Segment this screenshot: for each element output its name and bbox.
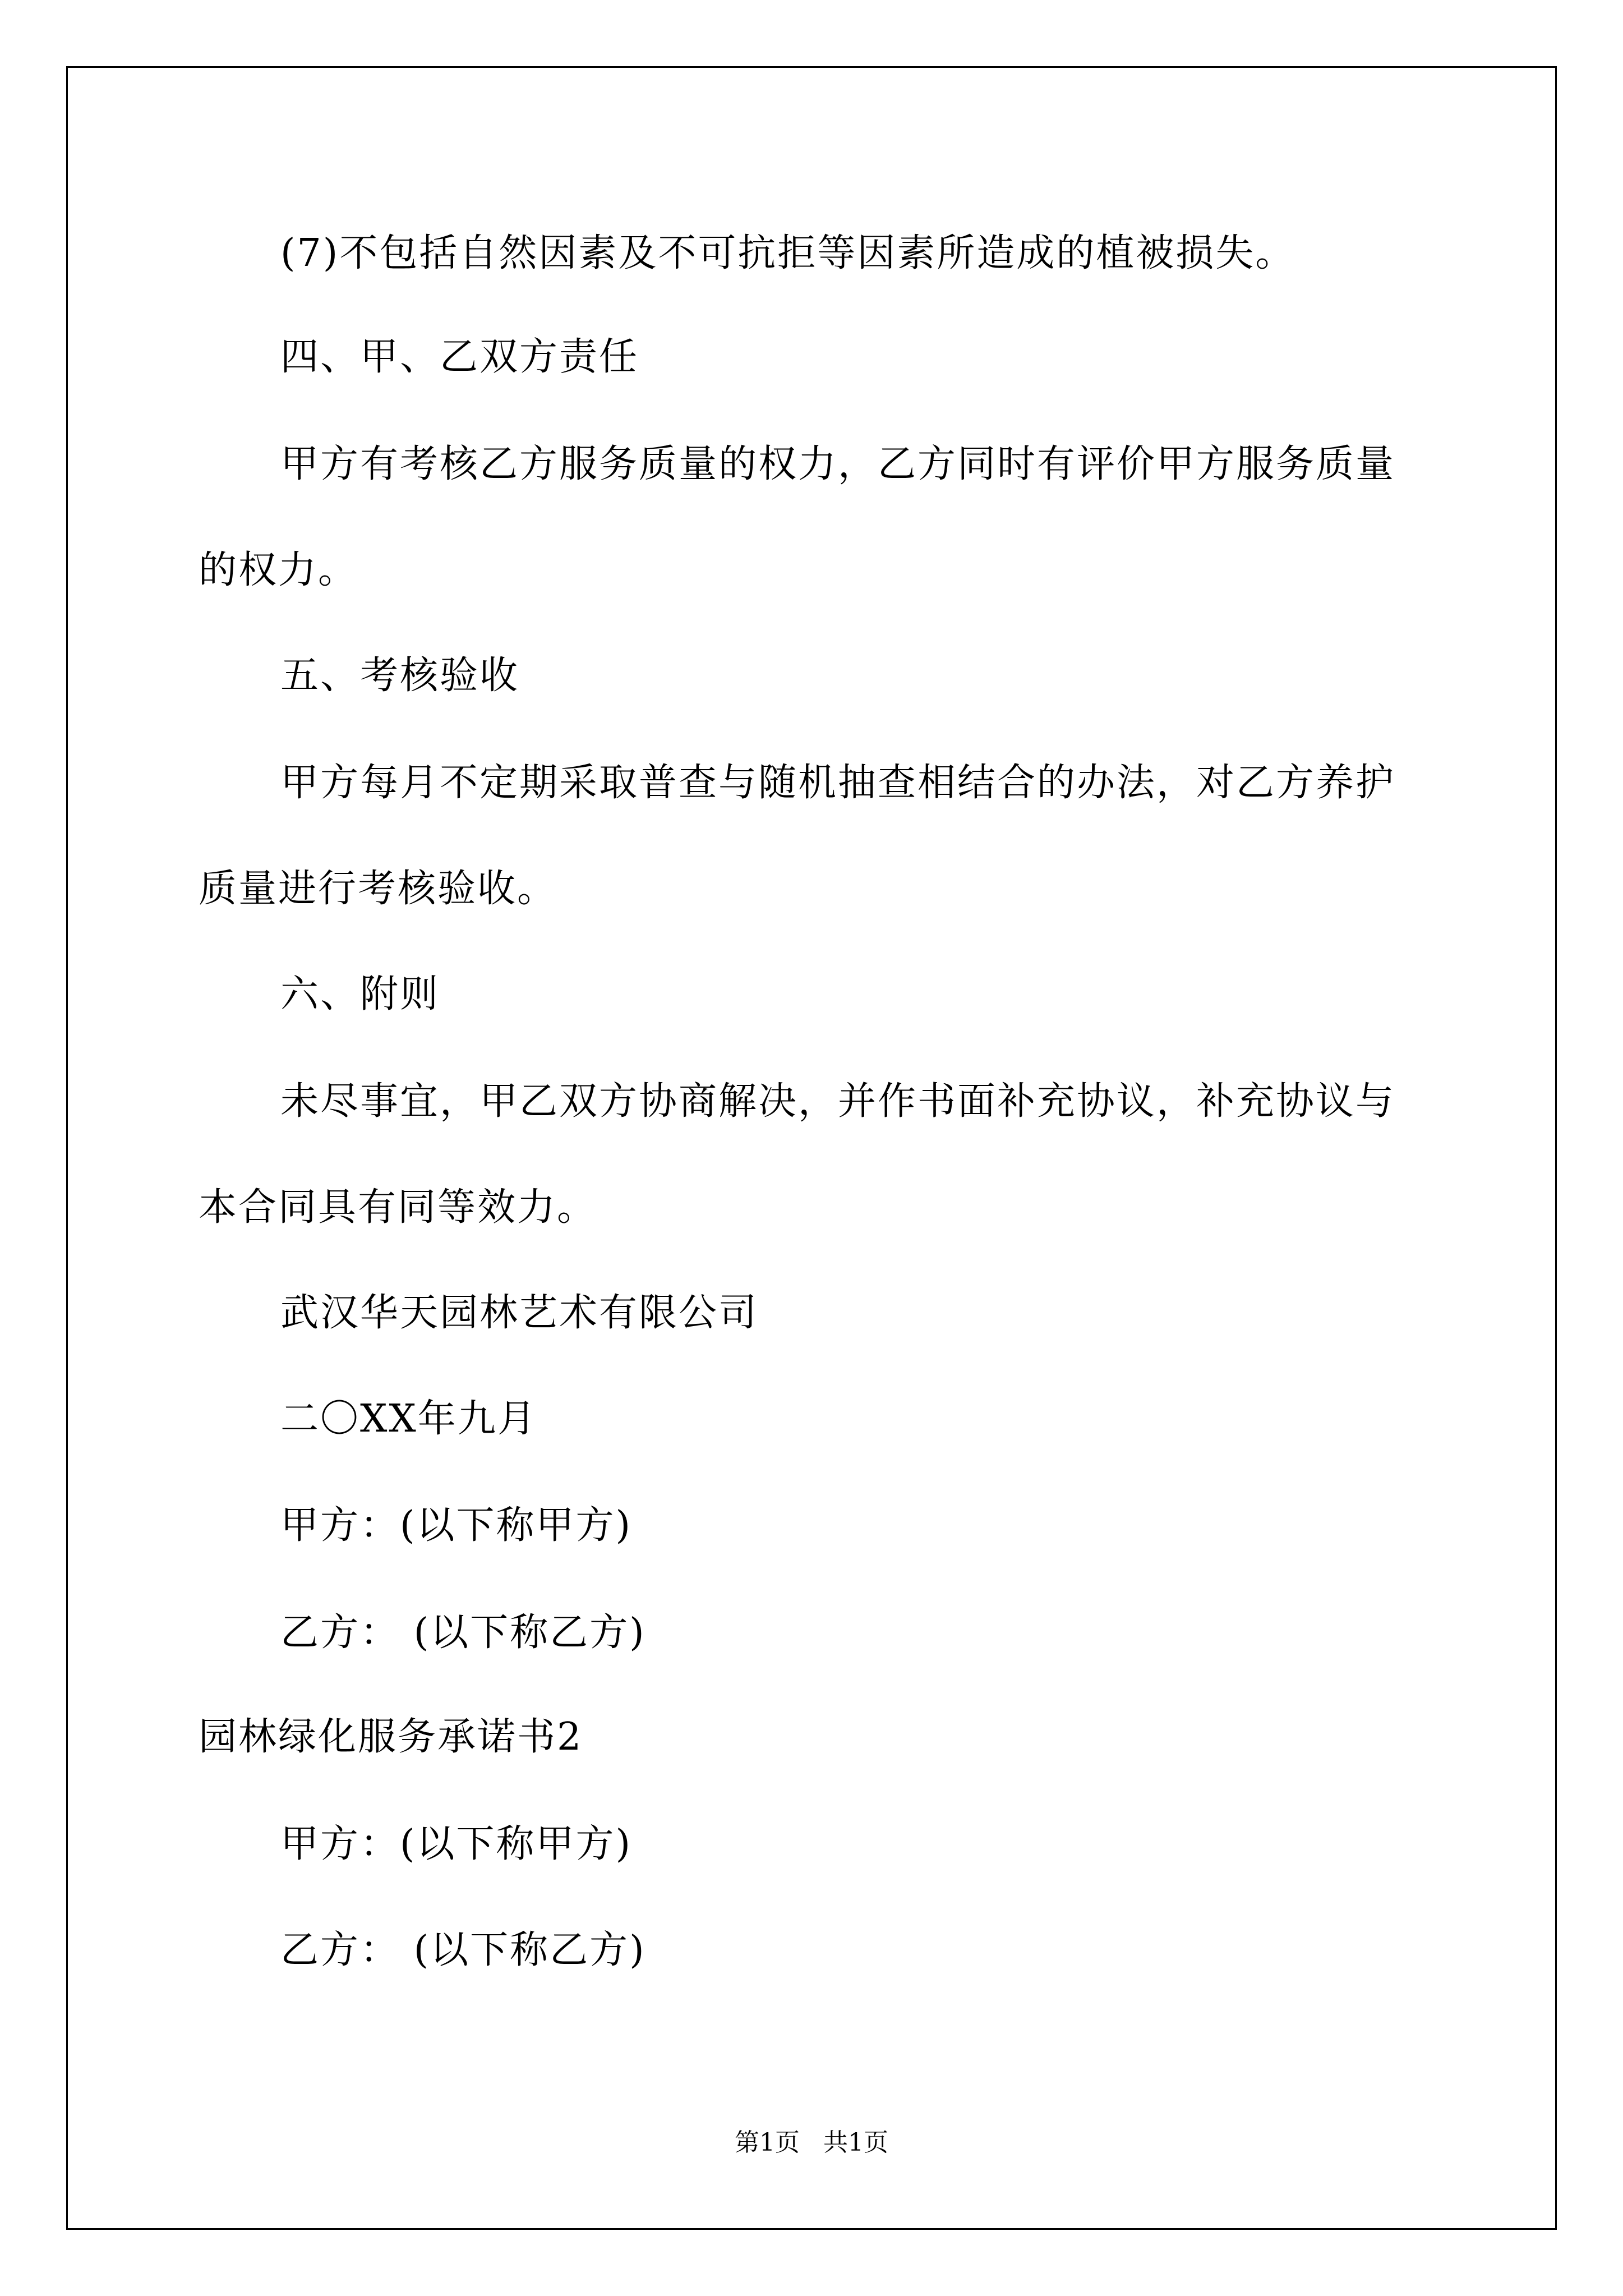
- paragraph-item-7: (7)不包括自然因素及不可抗拒等因素所造成的植被损失。: [280, 231, 1295, 275]
- paragraph-inspection-cont: 质量进行考核验收。: [199, 867, 557, 911]
- paragraph-inspection: 甲方每月不定期采取普查与随机抽查相结合的办法，对乙方养护: [280, 761, 1396, 805]
- page-footer: [0, 2127, 1623, 2159]
- paragraph-responsibilities: 甲方有考核乙方服务质量的权力，乙方同时有评价甲方服务质量: [280, 442, 1396, 486]
- paragraph-appendix: 未尽事宜，甲乙双方协商解决，并作书面补充协议，补充协议与: [280, 1079, 1396, 1124]
- page-border: [66, 66, 1557, 2230]
- document-title-2: 园林绿化服务承诺书2: [199, 1715, 583, 1759]
- party-b-line-2: 乙方： (以下称乙方): [280, 1928, 646, 1972]
- party-a-line-2: 甲方：(以下称甲方): [280, 1822, 633, 1866]
- paragraph-responsibilities-cont: 的权力。: [199, 548, 358, 592]
- section-heading-appendix: 六、附则: [280, 972, 440, 1016]
- party-a-line: 甲方：(以下称甲方): [280, 1503, 633, 1548]
- document-date: 二〇XX年九月: [280, 1397, 537, 1441]
- party-b-line: 乙方： (以下称乙方): [280, 1611, 646, 1655]
- company-name: 武汉华天园林艺术有限公司: [280, 1291, 759, 1335]
- page-total: 共1页: [823, 2128, 888, 2157]
- section-heading-responsibilities: 四、甲、乙双方责任: [280, 335, 639, 379]
- page-number: 第1页: [735, 2128, 800, 2157]
- paragraph-appendix-cont: 本合同具有同等效力。: [199, 1185, 597, 1230]
- section-heading-inspection: 五、考核验收: [280, 654, 520, 698]
